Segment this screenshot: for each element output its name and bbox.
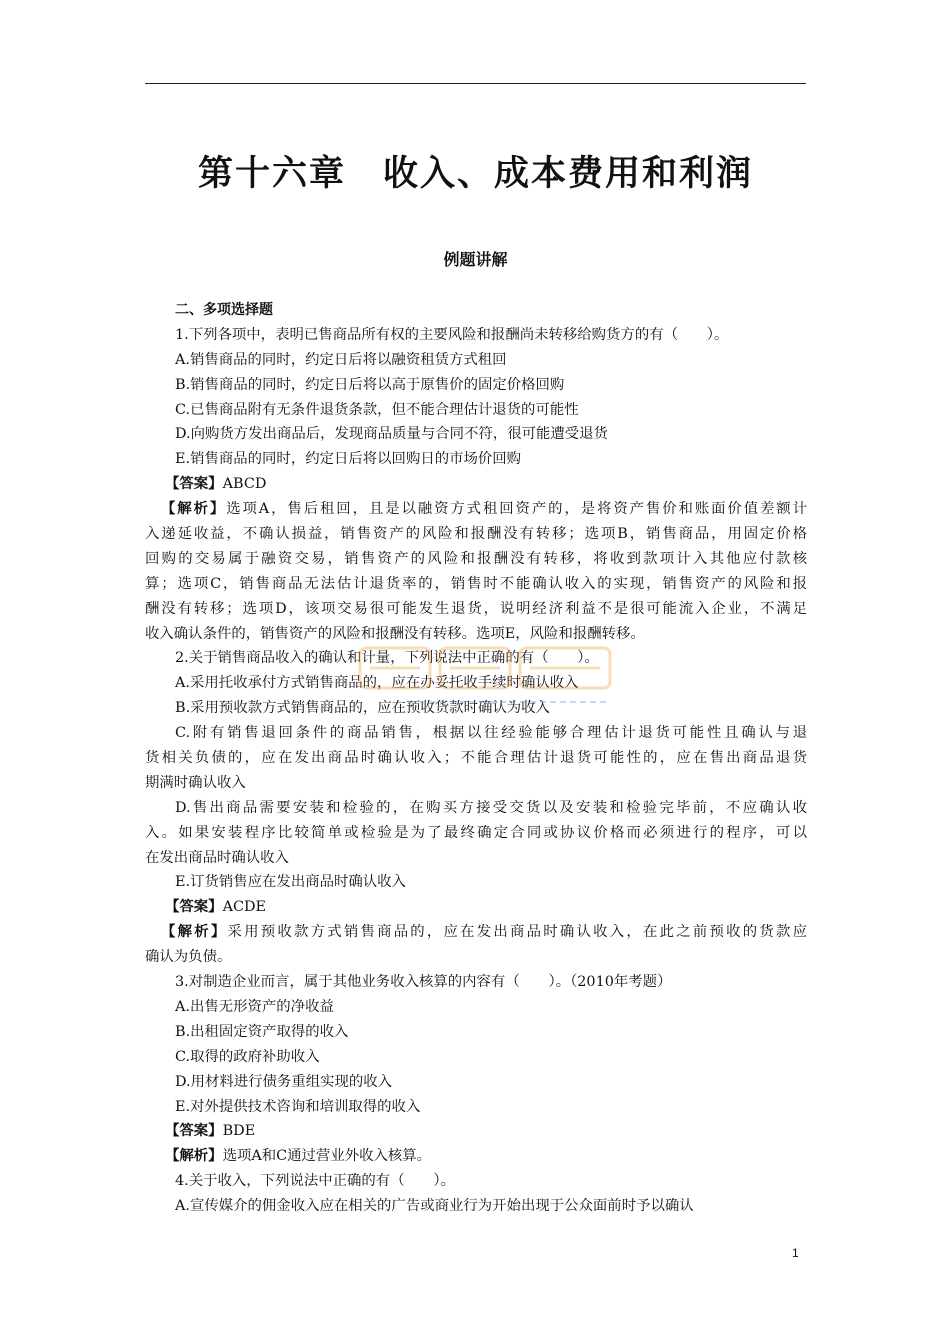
q2-option-d-line: D.售出商品需要安装和检验的，在购买方接受交货以及安装和检验完毕前，不应确认收	[175, 799, 807, 816]
answer-label: 【答案】	[165, 475, 223, 493]
q2-option-e: E.订货销售应在发出商品时确认收入	[175, 874, 406, 891]
q1-analysis-line: 酬没有转移；选项D，该项交易很可能发生退货，说明经济利益不是很可能流入企业，不满足	[145, 600, 807, 617]
q2-option-b: B.采用预收款方式销售商品的，应在预收货款时确认为收入	[175, 700, 550, 717]
q3-analysis: 【解析】选项A和C通过营业外收入核算。	[165, 1147, 432, 1165]
q2-answer	[145, 895, 807, 920]
q1-option-b: B.销售商品的同时，约定日后将以高于原售价的固定价格回购	[175, 376, 565, 393]
q1-answer	[145, 472, 807, 497]
q1-option-e: E.销售商品的同时，约定日后将以回购日的市场价回购	[175, 451, 522, 468]
q1-analysis-line: 收入确认条件的，销售资产的风险和报酬没有转移。选项E，风险和报酬转移。	[145, 625, 645, 642]
analysis-label: 【解析】	[165, 1147, 223, 1165]
q1-analysis-line: 入递延收益，不确认损益，销售资产的风险和报酬没有转移；选项B，销售商品，用固定价格	[145, 526, 808, 543]
q2-option-d-line: 在发出商品时确认收入	[145, 849, 289, 866]
q3-option-d: D.用材料进行债务重组实现的收入	[175, 1073, 393, 1090]
analysis-label: 【解析】	[161, 923, 228, 941]
answer-value: BDE	[222, 1123, 256, 1140]
analysis-label: 【解析】	[161, 500, 227, 518]
q3-option-a: A.出售无形资产的净收益	[175, 998, 334, 1015]
q3-answer	[145, 1119, 807, 1144]
header-rule	[145, 83, 806, 84]
q1-analysis-line: 【解析】选项A，售后租回，且是以融资方式租回资产的，是将资产售价和账面价值差额计	[161, 500, 807, 518]
section-heading: 二、多项选择题	[175, 302, 273, 318]
q2-option-a: A.采用托收承付方式销售商品的，应在办妥托收手续时确认收入	[175, 675, 579, 692]
chapter-title: 第十六章 收入、成本费用和利润	[197, 153, 753, 194]
q3-option-c: C.取得的政府补助收入	[175, 1048, 320, 1065]
q1-analysis-line: 算；选项C，销售商品无法估计退货率的，销售时不能确认收入的实现，销售资产的风险和报	[145, 575, 807, 592]
q2-option-d-line: 入。如果安装程序比较简单或检验是为了最终确定合同或协议价格而必须进行的程序，可以	[145, 824, 807, 841]
q3-stem: 3.对制造企业而言，属于其他业务收入核算的内容有（ ）。（2010年考题）	[175, 974, 672, 991]
q1-stem: 1.下列各项中，表明已售商品所有权的主要风险和报酬尚未转移给购货方的有（ ）。	[175, 326, 729, 343]
q3-option-e: E.对外提供技术咨询和培训取得的收入	[175, 1098, 421, 1115]
q2-analysis-line: 确认为负债。	[145, 949, 232, 966]
q2-option-c-line: 期满时确认收入	[145, 774, 246, 791]
q1-option-c: C.已售商品附有无条件退货条款，但不能合理估计退货的可能性	[175, 401, 579, 418]
q1-option-a: A.销售商品的同时，约定日后将以融资租赁方式租回	[175, 351, 507, 368]
answer-value: ABCD	[222, 476, 267, 493]
q3-option-b: B.出租固定资产取得的收入	[175, 1023, 349, 1040]
q1-option-d: D.向购货方发出商品后，发现商品质量与合同不符，很可能遭受退货	[175, 426, 608, 443]
answer-label: 【答案】	[165, 1122, 223, 1140]
q4-option-a: A.宣传媒介的佣金收入应在相关的广告或商业行为开始出现于公众面前时予以确认	[175, 1198, 694, 1215]
document-body	[145, 298, 807, 1219]
q4-stem: 4.关于收入，下列说法中正确的有（ ）。	[175, 1173, 455, 1190]
section-title: 例题讲解	[443, 250, 508, 269]
answer-value: ACDE	[222, 899, 267, 916]
q2-analysis-line: 【解析】采用预收款方式销售商品的，应在发出商品时确认收入，在此之前预收的货款应	[161, 923, 807, 941]
q2-option-c-line: C.附有销售退回条件的商品销售，根据以往经验能够合理估计退货可能性且确认与退	[175, 725, 807, 742]
q1-analysis-line: 回购的交易属于融资交易，销售资产的风险和报酬没有转移，将收到款项计入其他应付款核	[145, 550, 807, 567]
q2-option-c-line: 货相关负债的，应在发出商品时确认收入；不能合理估计退货可能性的，应在售出商品退货	[145, 750, 807, 767]
q2-stem: 2.关于销售商品收入的确认和计量，下列说法中正确的有（ ）。	[175, 650, 599, 667]
page-number: 1	[792, 1246, 799, 1260]
answer-label: 【答案】	[165, 898, 223, 916]
